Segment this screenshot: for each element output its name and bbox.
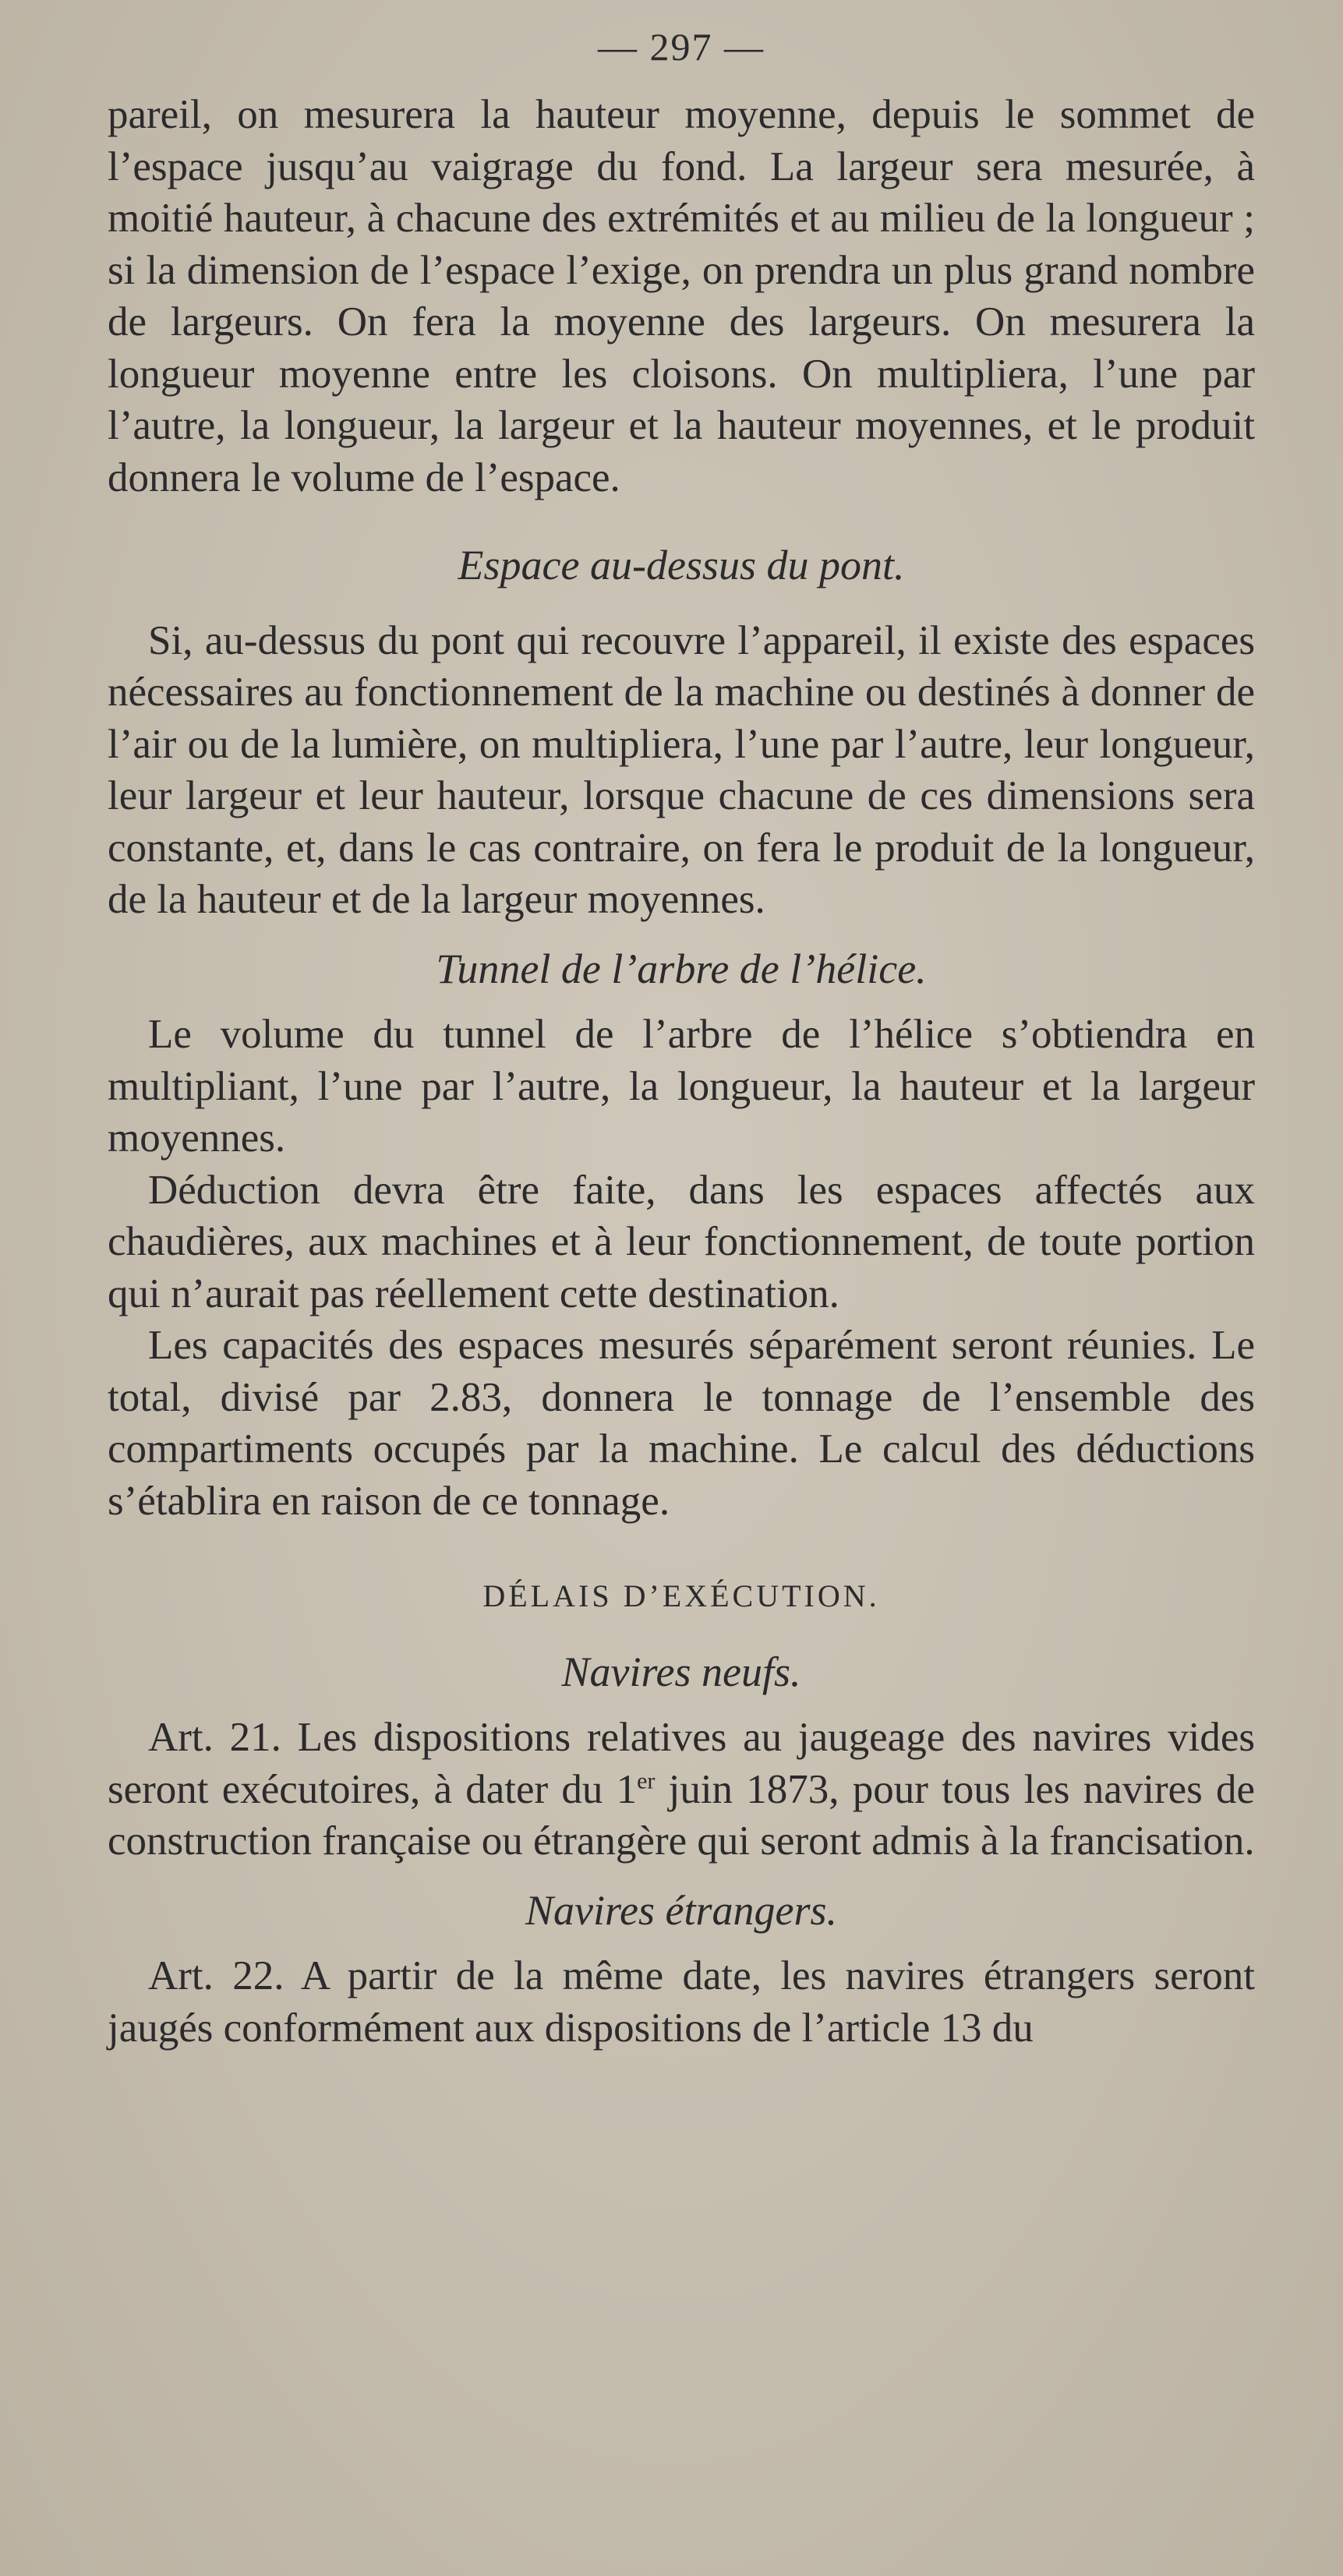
paragraph-capacites: Les capacités des espaces mesurés séparément seront réunies. Le total, divisé par 2.83, donnera le tonnage de l’ensemble des compartiments occupés par la machine. Le calcul des déductions s’établira en raison de ce tonnage. <box>108 1323 1255 1524</box>
article-22: Art. 22. A partir de la même date, les navires étrangers seront jaugés conformément aux dispositions de l’article 13 du <box>108 1953 1255 2051</box>
heading-tunnel-arbre-helice: Tunnel de l’arbre de l’hélice. <box>436 945 927 992</box>
paragraph-espace: Si, au-dessus du pont qui recouvre l’appareil, il existe des espaces nécessaires au fonctionnement de la machine ou destinés à donner de l’air ou de la lumière, on multipliera, l’une par l’autre, leur longueur, leur largeur et leur hauteur, lorsque chacune de ces dimensions sera constante, et, dans le cas contraire, on fera le produit de la longueur, de la hauteur et de la largeur moyennes. <box>108 617 1255 922</box>
article-21-start: Art. 21. Les dispositions relatives au jaugeage des navires vides seront exécutoires, à dater du 1 <box>108 1715 1255 1812</box>
ordinal-superscript: er <box>637 1767 656 1793</box>
heading-delais-execution: DÉLAIS D’EXÉCUTION. <box>482 1578 880 1613</box>
text-column <box>108 23 1255 2054</box>
article-21-end: juin 1873, pour tous les navires de construction française ou étrangère qui seront admis à la francisation. <box>108 1766 1255 1864</box>
heading-navires-neufs: Navires neufs. <box>561 1648 801 1695</box>
heading-navires-etrangers: Navires étrangers. <box>525 1886 837 1934</box>
intro-paragraph: pareil, on mesurera la hauteur moyenne, depuis le sommet de l’espace jusqu’au vaigrage du fond. La largeur sera mesurée, à moitié hauteur, à chacune des extrémités et au milieu de la longueur ; si la dimension de l’espace l’exige, on prendra un plus grand nombre de largeurs. On fera la moyenne des largeurs. On mesurera la longueur moyenne entre les cloisons. On multipliera, l’une par l’autre, la longueur, la largeur et la hauteur moyennes, et le produit donnera le volume de l’espace. <box>108 92 1255 500</box>
paragraph-deduction: Déduction devra être faite, dans les espaces affectés aux chaudières, aux machines et à leur fonctionnement, de toute portion qui n’aurait pas réellement cette destination. <box>108 1167 1255 1316</box>
article-21 <box>108 1712 1255 1868</box>
paragraph-tunnel: Le volume du tunnel de l’arbre de l’hélice s’obtiendra en multipliant, l’une par l’autre, la longueur, la hauteur et la largeur moyennes. <box>108 1012 1255 1161</box>
page-number: — 297 — <box>598 25 765 69</box>
heading-espace-au-dessus-du-pont: Espace au-dessus du pont. <box>458 542 905 588</box>
